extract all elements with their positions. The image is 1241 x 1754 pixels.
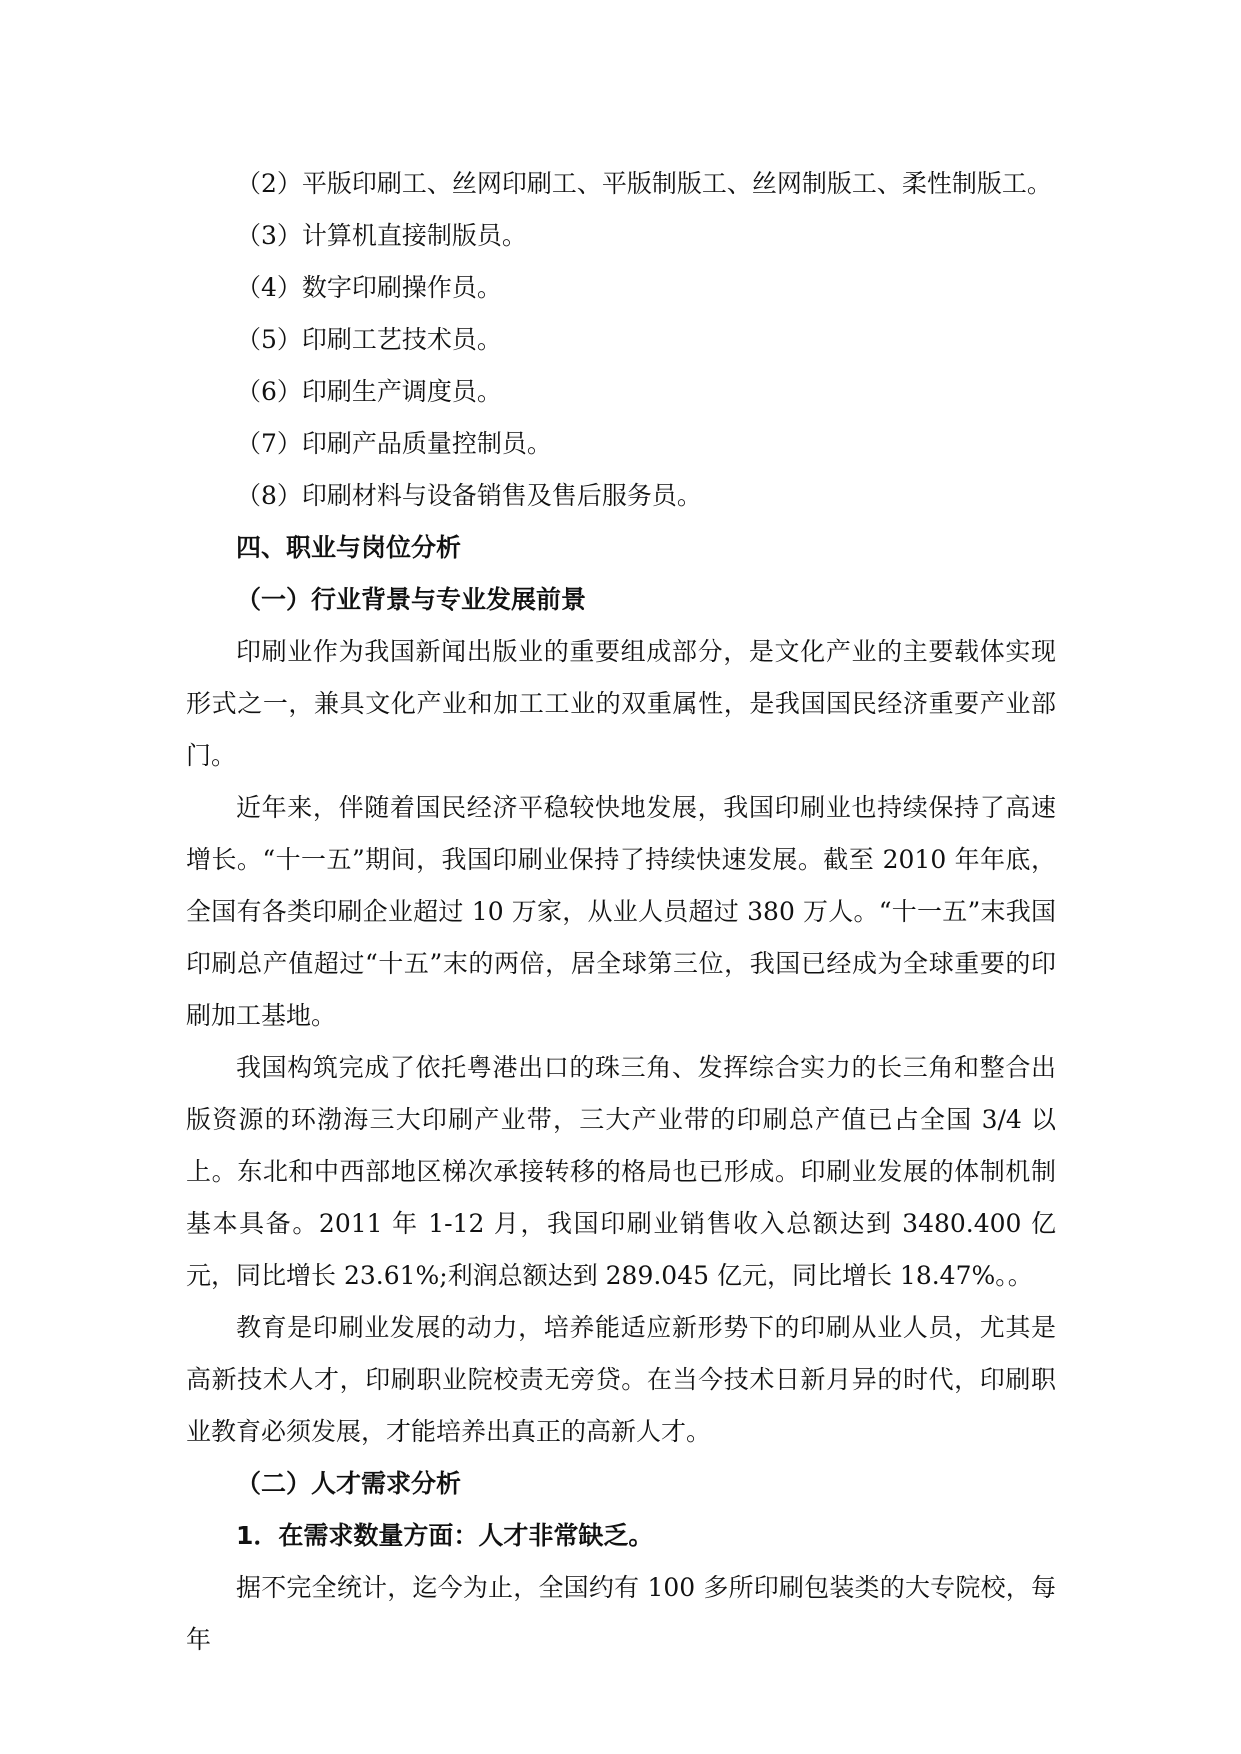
list-item: （2）平版印刷工、丝网印刷工、平版制版工、丝网制版工、柔性制版工。 xyxy=(236,169,1052,198)
page-content xyxy=(186,158,1056,1666)
section-heading: 四、职业与岗位分析 xyxy=(236,533,462,562)
subsection-heading: （二）人才需求分析 xyxy=(236,1469,462,1498)
list-item: （4）数字印刷操作员。 xyxy=(236,273,502,302)
paragraph: 据不完全统计，迄今为止，全国约有 100 多所印刷包装类的大专院校，每年 xyxy=(186,1573,1056,1654)
list-item: （3）计算机直接制版员。 xyxy=(236,221,527,250)
list-item: （5）印刷工艺技术员。 xyxy=(236,325,502,354)
paragraph: 印刷业作为我国新闻出版业的重要组成部分，是文化产业的主要载体实现形式之一，兼具文化产业和加工工业的双重属性，是我国国民经济重要产业部门。 xyxy=(186,637,1056,770)
paragraph: 教育是印刷业发展的动力，培养能适应新形势下的印刷从业人员，尤其是高新技术人才，印刷职业院校责无旁贷。在当今技术日新月异的时代，印刷职业教育必须发展，才能培养出真正的高新人才。 xyxy=(186,1313,1056,1446)
paragraph: 我国构筑完成了依托粤港出口的珠三角、发挥综合实力的长三角和整合出版资源的环渤海三大印刷产业带，三大产业带的印刷总产值已占全国 3/4 以上。东北和中西部地区梯次承接转移的格局也已形成。印刷业发展的体制机制基本具备。2011 年 1-12 月，我国印刷业销售收入总额达到 3480.400 亿元，同比增长 23.61%;利润总额达到 289.045 亿元，同比增长 18.47%。。 xyxy=(186,1053,1056,1290)
list-item: （7）印刷产品质量控制员。 xyxy=(236,429,552,458)
list-item: （8）印刷材料与设备销售及售后服务员。 xyxy=(236,481,702,510)
paragraph: 近年来，伴随着国民经济平稳较快地发展，我国印刷业也持续保持了高速增长。“十一五”期间，我国印刷业保持了持续快速发展。截至 2010 年年底，全国有各类印刷企业超过 10 万家，从业人员超过 380 万人。“十一五”末我国印刷总产值超过“十五”末的两倍，居全球第三位，我国已经成为全球重要的印刷加工基地。 xyxy=(186,793,1056,1030)
subsection-heading: （一）行业背景与专业发展前景 xyxy=(236,585,587,614)
point-heading: 1．在需求数量方面：人才非常缺乏。 xyxy=(236,1521,654,1550)
list-item: （6）印刷生产调度员。 xyxy=(236,377,502,406)
